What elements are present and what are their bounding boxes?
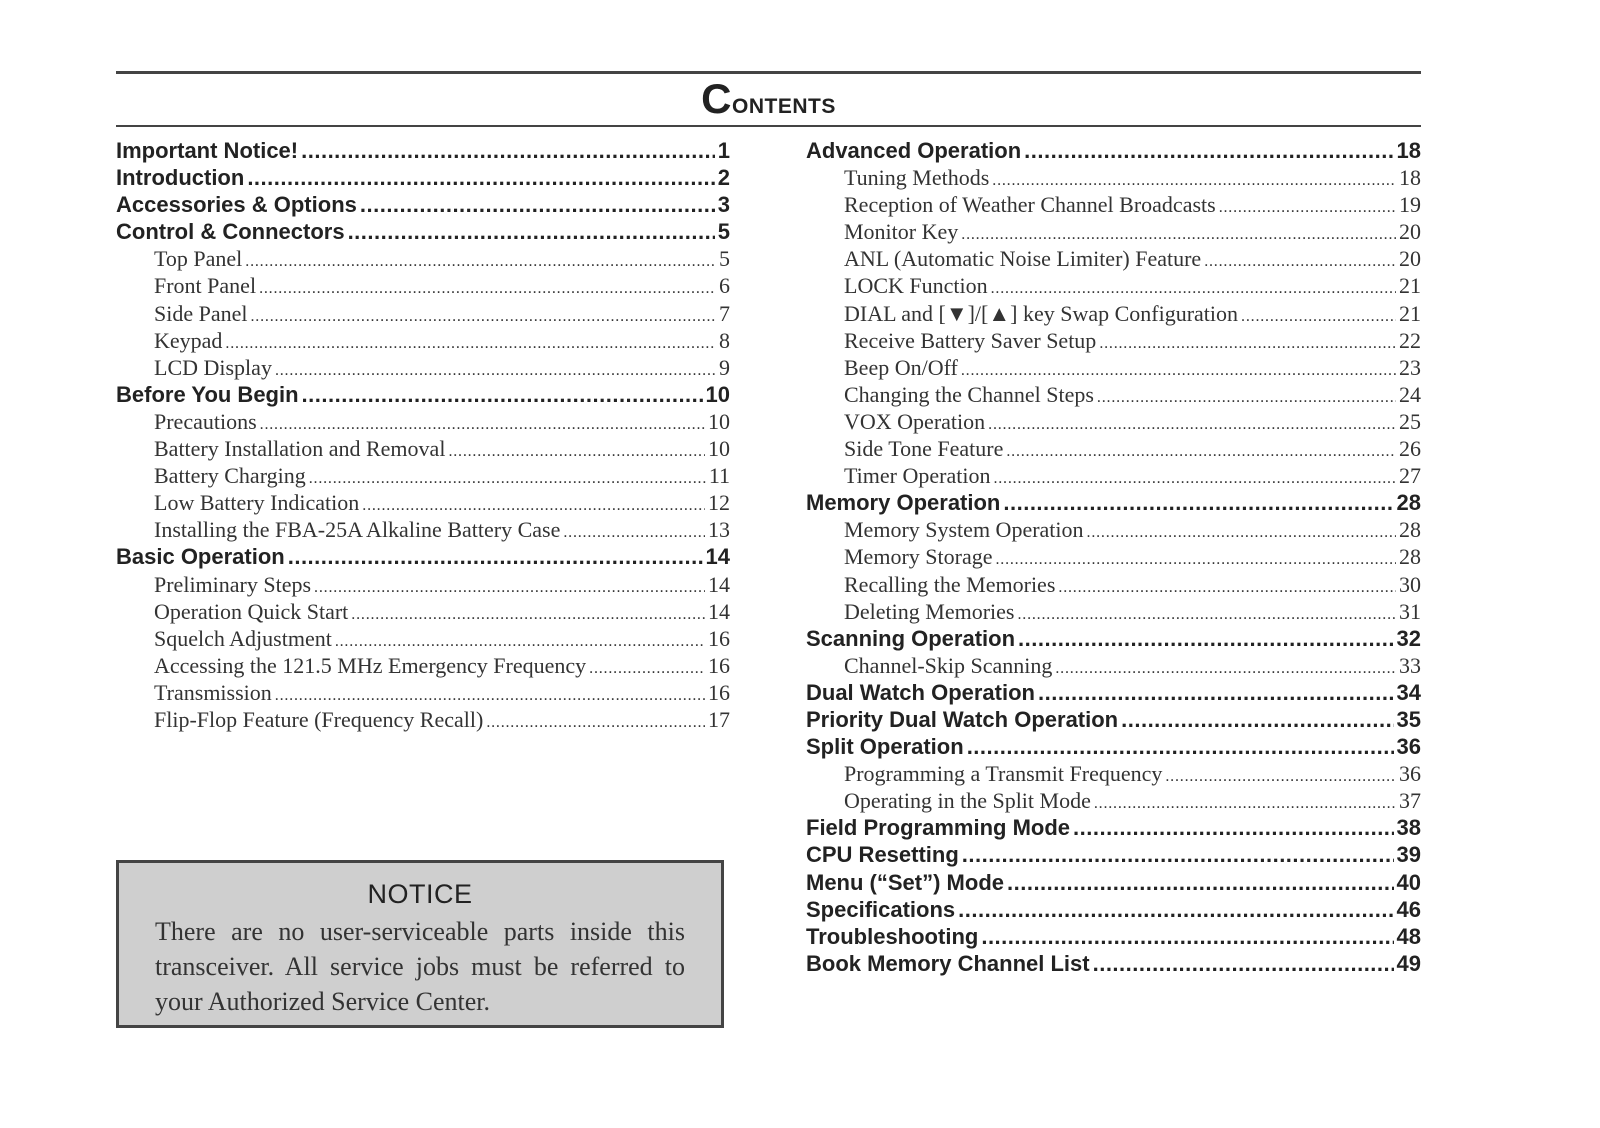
toc-left-column: [116, 137, 730, 733]
toc-entry-page: 35: [1396, 706, 1421, 732]
toc-entry-page: 46: [1396, 896, 1421, 922]
toc-entry-label: Front Panel: [154, 273, 257, 299]
toc-entry-label: VOX Operation: [844, 408, 986, 434]
toc-entry[interactable]: [806, 164, 1421, 191]
page-title-text: Contents: [701, 75, 836, 122]
toc-entry-label: Channel-Skip Scanning: [844, 652, 1053, 678]
toc-entry-label: Introduction: [116, 165, 245, 191]
toc-entry[interactable]: [116, 272, 730, 299]
toc-entry-label: Basic Operation: [116, 544, 285, 570]
toc-entry-label: CPU Resetting: [806, 842, 959, 868]
toc-entry-page: 14: [708, 598, 730, 624]
dot-leader: [309, 462, 706, 489]
dot-leader: [275, 354, 716, 381]
toc-entry[interactable]: [806, 787, 1421, 814]
toc-entry[interactable]: [806, 408, 1421, 435]
toc-entry[interactable]: [116, 164, 730, 191]
toc-entry-label: Side Tone Feature: [844, 436, 1004, 462]
dot-leader: [981, 923, 1393, 950]
toc-entry-page: 33: [1399, 652, 1421, 678]
toc-entry-page: 20: [1399, 246, 1421, 272]
dot-leader: [1038, 679, 1394, 706]
toc-entry[interactable]: [806, 516, 1421, 543]
toc-entry[interactable]: [806, 327, 1421, 354]
toc-entry-page: 37: [1399, 788, 1421, 814]
toc-entry-label: ANL (Automatic Noise Limiter) Feature: [844, 246, 1202, 272]
toc-entry-page: 26: [1399, 436, 1421, 462]
toc-entry[interactable]: [806, 923, 1421, 950]
toc-entry-page: 21: [1399, 273, 1421, 299]
toc-entry-label: Operation Quick Start: [154, 598, 349, 624]
dot-leader: [1219, 191, 1396, 218]
toc-entry-label: Battery Charging: [154, 463, 306, 489]
toc-entry-label: Important Notice!: [116, 138, 299, 163]
toc-entry-label: Book Memory Channel List: [806, 950, 1090, 976]
toc-entry-page: 17: [708, 706, 730, 732]
toc-entry-label: Accessing the 121.5 MHz Emergency Frequency: [154, 652, 587, 678]
toc-entry-page: 49: [1396, 950, 1421, 976]
toc-entry-page: 9: [719, 354, 730, 380]
toc-entry-page: 13: [708, 517, 730, 543]
toc-entry-page: 10: [708, 408, 730, 434]
toc-entry[interactable]: [116, 408, 730, 435]
dot-leader: [251, 300, 717, 327]
toc-entry[interactable]: [116, 245, 730, 272]
toc-entry-label: Tuning Methods: [844, 165, 990, 191]
dot-leader: [1018, 625, 1393, 652]
dot-leader: [1097, 381, 1396, 408]
toc-entry-label: Low Battery Indication: [154, 490, 360, 516]
toc-entry-page: 10: [705, 381, 730, 407]
toc-entry[interactable]: [806, 462, 1421, 489]
dot-leader: [1055, 652, 1396, 679]
toc-entry[interactable]: [806, 760, 1421, 787]
toc-entry-label: Changing the Channel Steps: [844, 381, 1094, 407]
notice-box: [116, 860, 724, 1028]
toc-entry[interactable]: [806, 191, 1421, 218]
toc-entry[interactable]: [116, 679, 730, 706]
toc-entry-label: Deleting Memories: [844, 598, 1015, 624]
toc-entry-label: Memory Operation: [806, 490, 1001, 516]
toc-entry-page: 48: [1396, 923, 1421, 949]
toc-entry-page: 6: [719, 273, 730, 299]
toc-entry[interactable]: [806, 652, 1421, 679]
dot-leader: [335, 625, 705, 652]
toc-entry-label: Priority Dual Watch Operation: [806, 706, 1119, 732]
toc-entry[interactable]: [806, 571, 1421, 598]
toc-entry[interactable]: [806, 814, 1421, 841]
toc-entry[interactable]: [806, 869, 1421, 896]
dot-leader: [1006, 435, 1396, 462]
toc-entry[interactable]: [116, 625, 730, 652]
toc-entry-label: Specifications: [806, 896, 956, 922]
toc-entry-label: Programming a Transmit Frequency: [844, 761, 1163, 787]
dot-leader: [1007, 869, 1394, 896]
toc-entry-page: 28: [1399, 544, 1421, 570]
toc-entry-label: Keypad: [154, 327, 223, 353]
toc-entry[interactable]: [806, 245, 1421, 272]
toc-right-column: [806, 137, 1421, 977]
toc-entry-page: 14: [708, 571, 730, 597]
toc-entry-label: Battery Installation and Removal: [154, 436, 446, 462]
toc-entry[interactable]: [806, 137, 1421, 164]
dot-leader: [486, 706, 705, 733]
dot-leader: [301, 137, 715, 164]
toc-entry-page: 38: [1396, 815, 1421, 841]
dot-leader: [260, 408, 705, 435]
dot-leader: [988, 408, 1396, 435]
toc-entry-page: 14: [705, 544, 730, 570]
dot-leader: [961, 218, 1396, 245]
dot-leader: [1024, 137, 1393, 164]
dot-leader: [245, 245, 716, 272]
dot-leader: [275, 679, 705, 706]
toc-entry-label: Beep On/Off: [844, 354, 958, 380]
notice-title: NOTICE: [367, 879, 473, 909]
toc-entry-label: Top Panel: [154, 246, 243, 272]
toc-entry[interactable]: [806, 435, 1421, 462]
toc-entry-page: 16: [708, 652, 730, 678]
page-title: [116, 74, 1421, 124]
toc-entry[interactable]: [116, 327, 730, 354]
dot-leader: [360, 191, 715, 218]
toc-entry-page: 36: [1396, 734, 1421, 760]
dot-leader: [958, 896, 1393, 923]
toc-entry-label: Monitor Key: [844, 219, 959, 245]
toc-entry[interactable]: [806, 354, 1421, 381]
dot-leader: [225, 327, 716, 354]
dot-leader: [1058, 571, 1396, 598]
toc-entry[interactable]: [116, 137, 730, 164]
toc-entry-label: Split Operation: [806, 734, 964, 760]
toc-entry[interactable]: [806, 272, 1421, 299]
dot-leader: [1204, 245, 1396, 272]
dot-leader: [362, 489, 705, 516]
dot-leader: [351, 598, 705, 625]
toc-entry-label: Squelch Adjustment: [154, 625, 332, 651]
toc-entry-label: Menu (“Set”) Mode: [806, 869, 1004, 895]
toc-entry-label: Control & Connectors: [116, 219, 345, 245]
dot-leader: [448, 435, 705, 462]
toc-entry[interactable]: [806, 300, 1421, 327]
toc-entry-page: 7: [719, 300, 730, 326]
dot-leader: [348, 218, 715, 245]
toc-entry[interactable]: [806, 706, 1421, 733]
dot-leader: [967, 733, 1394, 760]
toc-entry-page: 25: [1399, 408, 1421, 434]
toc-entry[interactable]: [116, 516, 730, 543]
toc-entry[interactable]: [116, 381, 730, 408]
dot-leader: [1073, 814, 1393, 841]
toc-entry-page: 16: [708, 625, 730, 651]
toc-entry-label: Recalling the Memories: [844, 571, 1056, 597]
notice-body: There are no user-serviceable parts inside this transceiver. All service jobs must be referred to your Authorized Service Center.: [155, 917, 685, 1016]
toc-entry-label: Troubleshooting: [806, 923, 979, 949]
toc-entry[interactable]: [806, 841, 1421, 868]
toc-entry-page: 5: [719, 246, 730, 272]
toc-entry[interactable]: [806, 543, 1421, 570]
toc-entry[interactable]: [116, 218, 730, 245]
toc-entry-label: Flip-Flop Feature (Frequency Recall): [154, 706, 484, 732]
toc-entry-page: 10: [708, 436, 730, 462]
toc-entry-label: Accessories & Options: [116, 192, 357, 218]
dot-leader: [1099, 327, 1396, 354]
toc-entry[interactable]: [116, 435, 730, 462]
toc-entry-label: Dual Watch Operation: [806, 679, 1035, 705]
toc-entry-label: Advanced Operation: [806, 138, 1022, 163]
toc-entry[interactable]: [806, 950, 1421, 977]
toc-entry-page: 2: [717, 165, 730, 191]
toc-entry-label: DIAL and [▼]/[▲] key Swap Configuration: [844, 300, 1239, 326]
toc-entry[interactable]: [116, 543, 730, 570]
toc-entry[interactable]: [806, 381, 1421, 408]
toc-entry-label: Timer Operation: [844, 463, 991, 489]
toc-entry-page: 28: [1399, 517, 1421, 543]
toc-entry-page: 3: [717, 192, 730, 218]
dot-leader: [1094, 787, 1396, 814]
dot-leader: [993, 462, 1396, 489]
dot-leader: [247, 164, 714, 191]
toc-entry-page: 27: [1399, 463, 1421, 489]
toc-entry-page: 5: [717, 219, 730, 245]
toc-entry-page: 32: [1396, 625, 1421, 651]
toc-entry-page: 11: [708, 463, 730, 489]
toc-entry-page: 20: [1399, 219, 1421, 245]
toc-entry[interactable]: [806, 598, 1421, 625]
toc-entry-page: 34: [1396, 679, 1421, 705]
toc-entry[interactable]: [116, 191, 730, 218]
toc-entry-page: 28: [1396, 490, 1421, 516]
toc-entry-page: 8: [719, 327, 730, 353]
toc-entry-label: Scanning Operation: [806, 625, 1016, 651]
dot-leader: [314, 571, 705, 598]
toc-entry-page: 23: [1399, 354, 1421, 380]
dot-leader: [1087, 516, 1396, 543]
toc-entry[interactable]: [116, 354, 730, 381]
dot-leader: [1165, 760, 1396, 787]
toc-entry-page: 40: [1396, 869, 1421, 895]
dot-leader: [259, 272, 716, 299]
toc-entry[interactable]: [806, 625, 1421, 652]
toc-entry[interactable]: [116, 489, 730, 516]
toc-entry-label: Preliminary Steps: [154, 571, 312, 597]
toc-entry-page: 12: [708, 490, 730, 516]
title-underline-rule: [116, 125, 1421, 127]
dot-leader: [995, 543, 1396, 570]
toc-entry-label: Operating in the Split Mode: [844, 788, 1091, 814]
dot-leader: [1121, 706, 1393, 733]
toc-entry[interactable]: [806, 218, 1421, 245]
toc-entry-page: 16: [708, 679, 730, 705]
toc-entry-page: 1: [717, 138, 730, 163]
toc-entry-page: 22: [1399, 327, 1421, 353]
toc-entry[interactable]: [116, 706, 730, 733]
dot-leader: [1241, 300, 1396, 327]
dot-leader: [962, 841, 1394, 868]
toc-entry-label: Memory System Operation: [844, 517, 1084, 543]
toc-entry-label: Installing the FBA-25A Alkaline Battery Case: [154, 517, 561, 543]
toc-entry[interactable]: [116, 462, 730, 489]
toc-entry-label: Receive Battery Saver Setup: [844, 327, 1097, 353]
toc-entry-label: Side Panel: [154, 300, 248, 326]
toc-entry-label: LCD Display: [154, 354, 272, 380]
toc-entry-label: LOCK Function: [844, 273, 988, 299]
toc-entry[interactable]: [806, 679, 1421, 706]
toc-entry[interactable]: [116, 571, 730, 598]
toc-entry[interactable]: [806, 489, 1421, 516]
dot-leader: [1093, 950, 1394, 977]
toc-entry-page: 36: [1399, 761, 1421, 787]
toc-entry-page: 39: [1396, 842, 1421, 868]
dot-leader: [302, 381, 703, 408]
dot-leader: [288, 543, 703, 570]
dot-leader: [589, 652, 705, 679]
dot-leader: [1003, 489, 1393, 516]
toc-entry-page: 18: [1396, 138, 1421, 163]
toc-entry-label: Before You Begin: [116, 381, 299, 407]
dot-leader: [1017, 598, 1396, 625]
toc-entry-label: Field Programming Mode: [806, 815, 1071, 841]
toc-entry-page: 21: [1399, 300, 1421, 326]
toc-entry[interactable]: [116, 598, 730, 625]
toc-entry-page: 31: [1399, 598, 1421, 624]
toc-entry-page: 18: [1399, 165, 1421, 191]
dot-leader: [991, 272, 1396, 299]
toc-entry[interactable]: [806, 896, 1421, 923]
dot-leader: [563, 516, 705, 543]
toc-entry-label: Transmission: [154, 679, 272, 705]
toc-entry[interactable]: [806, 733, 1421, 760]
toc-entry-label: Precautions: [154, 408, 257, 434]
toc-entry[interactable]: [116, 652, 730, 679]
dot-leader: [992, 164, 1396, 191]
dot-leader: [961, 354, 1396, 381]
toc-entry-page: 24: [1399, 381, 1421, 407]
toc-entry[interactable]: [116, 300, 730, 327]
toc-entry-label: Memory Storage: [844, 544, 993, 570]
toc-entry-page: 30: [1399, 571, 1421, 597]
toc-entry-label: Reception of Weather Channel Broadcasts: [844, 192, 1216, 218]
toc-entry-page: 19: [1399, 192, 1421, 218]
